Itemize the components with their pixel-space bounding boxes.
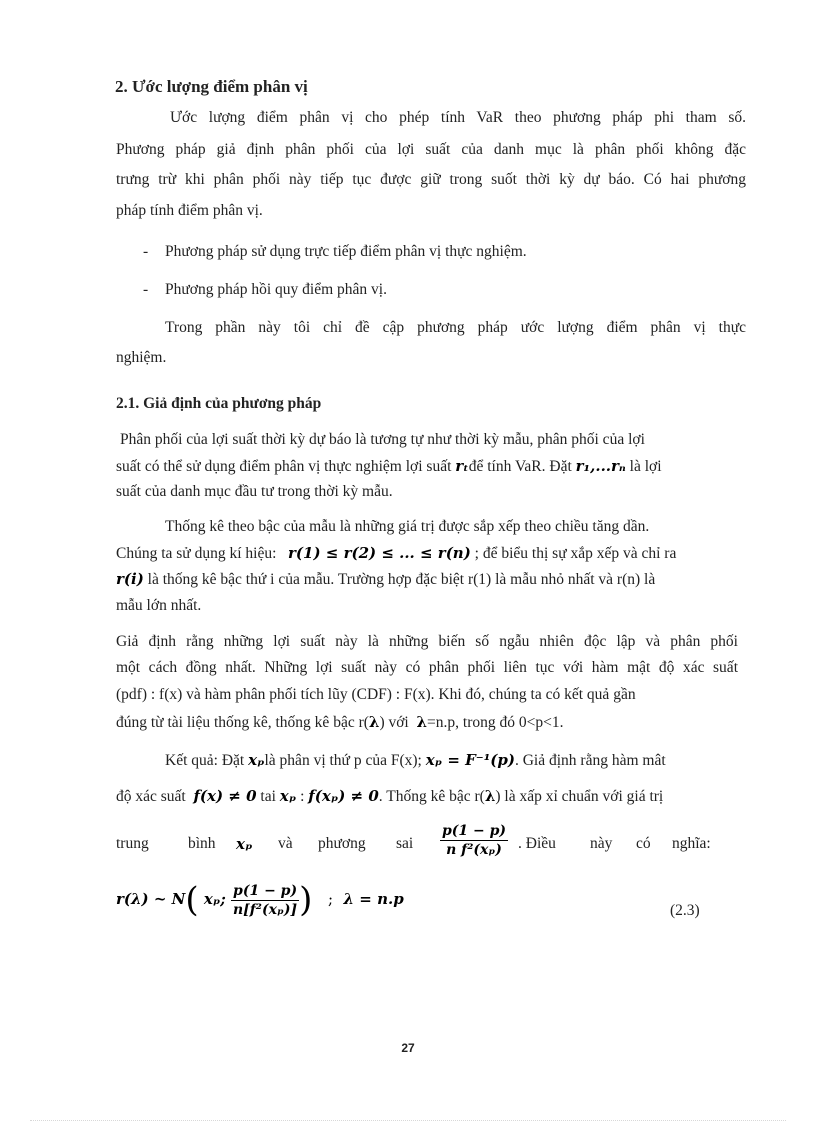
variance-fraction bbox=[440, 822, 508, 859]
paragraph-word: . Điều bbox=[518, 835, 556, 852]
math-inline: xₚ = F⁻¹(p) bbox=[425, 751, 515, 769]
formula-separator: ; bbox=[328, 890, 334, 908]
fraction-denominator: n f²(xₚ) bbox=[446, 842, 502, 858]
paragraph-line bbox=[116, 786, 663, 807]
text: để tính VaR. Đặt bbox=[468, 458, 572, 475]
paragraph-line: suất của danh mục đầu tư trong thời kỳ mẫu. bbox=[116, 483, 393, 500]
math-inline: r(i) bbox=[116, 570, 144, 588]
paragraph-word: sai bbox=[396, 835, 414, 852]
text: là thống kê bậc thứ i của mẫu. Trường hợp đặc biệt r(1) là mẫu nhỏ nhất và r(n) là bbox=[147, 571, 656, 588]
math-inline: rₜ bbox=[455, 457, 469, 475]
fraction bbox=[440, 822, 508, 859]
text: ; để biểu thị sự xắp xếp và chỉ ra bbox=[474, 545, 677, 562]
paragraph-line: (pdf) : f(x) và hàm phân phối tích lũy (CDF) : F(x). Khi đó, chúng ta có kết quả gần bbox=[116, 686, 636, 703]
paragraph-word: bình bbox=[188, 835, 216, 852]
math-inline: f(xₚ) ≠ 0 bbox=[308, 787, 379, 805]
text: là phân vị thứ p của F(x); bbox=[264, 752, 422, 769]
paragraph-line bbox=[116, 543, 676, 564]
text: : bbox=[300, 788, 305, 805]
paragraph-line: pháp tính điểm phân vị. bbox=[116, 202, 263, 219]
paragraph-word: có bbox=[636, 835, 651, 852]
math-inline: r₁,...rₙ bbox=[575, 457, 626, 475]
right-paren: ) bbox=[299, 880, 313, 920]
text: ) là xấp xỉ chuẩn với giá trị bbox=[495, 788, 664, 805]
fraction-numerator: p(1 − p) bbox=[233, 882, 298, 899]
text: . Giả định rằng hàm mât bbox=[514, 752, 666, 769]
math-inline: r(1) ≤ r(2) ≤ ... ≤ r(n) bbox=[288, 544, 471, 562]
text: đúng từ tài liệu thống kê, thống kê bậc r( bbox=[116, 714, 369, 731]
paragraph-word: trung bbox=[116, 835, 149, 852]
text: ) với bbox=[379, 714, 409, 731]
text: độ xác suất bbox=[116, 788, 186, 805]
paragraph-line bbox=[116, 456, 662, 477]
paragraph-line: Thống kê theo bậc của mẫu là những giá trị được sắp xếp theo chiều tăng dần. bbox=[165, 518, 650, 535]
paragraph-line: nghiệm. bbox=[116, 349, 167, 366]
bullet-marker: - bbox=[143, 281, 149, 298]
fraction-numerator: p(1 − p) bbox=[442, 823, 507, 839]
paragraph-line bbox=[116, 569, 655, 590]
formula-rhs: λ = n.p bbox=[343, 890, 404, 908]
paragraph-line: mẫu lớn nhất. bbox=[116, 597, 202, 614]
math-inline: λ bbox=[484, 787, 496, 805]
math-inline: f(x) ≠ 0 bbox=[193, 787, 257, 805]
footer-divider bbox=[30, 1120, 786, 1121]
display-formula bbox=[116, 880, 404, 920]
text: . Thống kê bậc r( bbox=[378, 788, 485, 805]
section-heading: 2. Ước lượng điểm phân vị bbox=[115, 77, 308, 96]
text: Kết quả: Đặt bbox=[165, 752, 245, 769]
text: Chúng ta sử dụng kí hiệu: bbox=[116, 545, 277, 562]
text: suất có thể sử dụng điểm phân vị thực nghiệm lợi suất bbox=[116, 458, 452, 475]
formula-lhs: r(λ) ~ N bbox=[116, 890, 186, 908]
math-inline: xₚ bbox=[248, 751, 265, 769]
text: =n.p, trong đó 0<p<1. bbox=[427, 714, 564, 731]
paragraph-line: Giả định rằng những lợi suất này là những biến số ngẫu nhiên độc lập và phân phối bbox=[116, 633, 738, 650]
paragraph-word: này bbox=[590, 835, 613, 852]
formula-mean: xₚ; bbox=[203, 890, 226, 908]
bullet-item: Phương pháp sử dụng trực tiếp điểm phân vị thực nghiệm. bbox=[165, 243, 527, 260]
paragraph-line: trưng trừ khi phân phối này tiếp tục được giữ trong suốt thời kỳ dự báo. Có hai phương bbox=[116, 171, 746, 188]
paragraph-line: Phân phối của lợi suất thời kỳ dự báo là tương tự như thời kỳ mẫu, phân phối của lợi bbox=[120, 431, 645, 448]
paragraph-line: Ước lượng điểm phân vị cho phép tính VaR theo phương pháp phi tham số. bbox=[170, 109, 746, 126]
paragraph-line: Phương pháp giả định phân phối của lợi suất của danh mục là phân phối không đặc bbox=[116, 141, 746, 158]
paragraph-word: phương bbox=[318, 835, 366, 852]
paragraph-word: và bbox=[278, 835, 293, 852]
page-number: 27 bbox=[401, 1041, 415, 1055]
math-inline: λ bbox=[368, 713, 380, 731]
paragraph-line bbox=[116, 712, 563, 733]
bullet-marker: - bbox=[143, 243, 149, 260]
paragraph-line: Trong phần này tôi chỉ đề cập phương pháp ước lượng điểm phân vị thực bbox=[165, 319, 746, 336]
bullet-item: Phương pháp hồi quy điểm phân vị. bbox=[165, 281, 387, 298]
paragraph-line bbox=[165, 750, 666, 771]
math-inline: xₚ bbox=[236, 835, 253, 853]
text: là lợi bbox=[629, 458, 662, 475]
text: tai bbox=[260, 788, 276, 805]
fraction-denominator: n[f²(xₚ)] bbox=[232, 901, 298, 918]
paragraph-word: nghĩa: bbox=[672, 835, 711, 852]
subsection-heading: 2.1. Giả định của phương pháp bbox=[116, 395, 322, 412]
fraction bbox=[231, 882, 299, 919]
left-paren: ( bbox=[185, 880, 199, 920]
equation-number: (2.3) bbox=[670, 902, 700, 919]
paragraph-line: một cách đồng nhất. Những lợi suất này có phân phối liên tục với hàm mật độ xác suất bbox=[116, 659, 738, 676]
math-inline: λ bbox=[416, 713, 428, 731]
math-inline: xₚ bbox=[279, 787, 297, 805]
